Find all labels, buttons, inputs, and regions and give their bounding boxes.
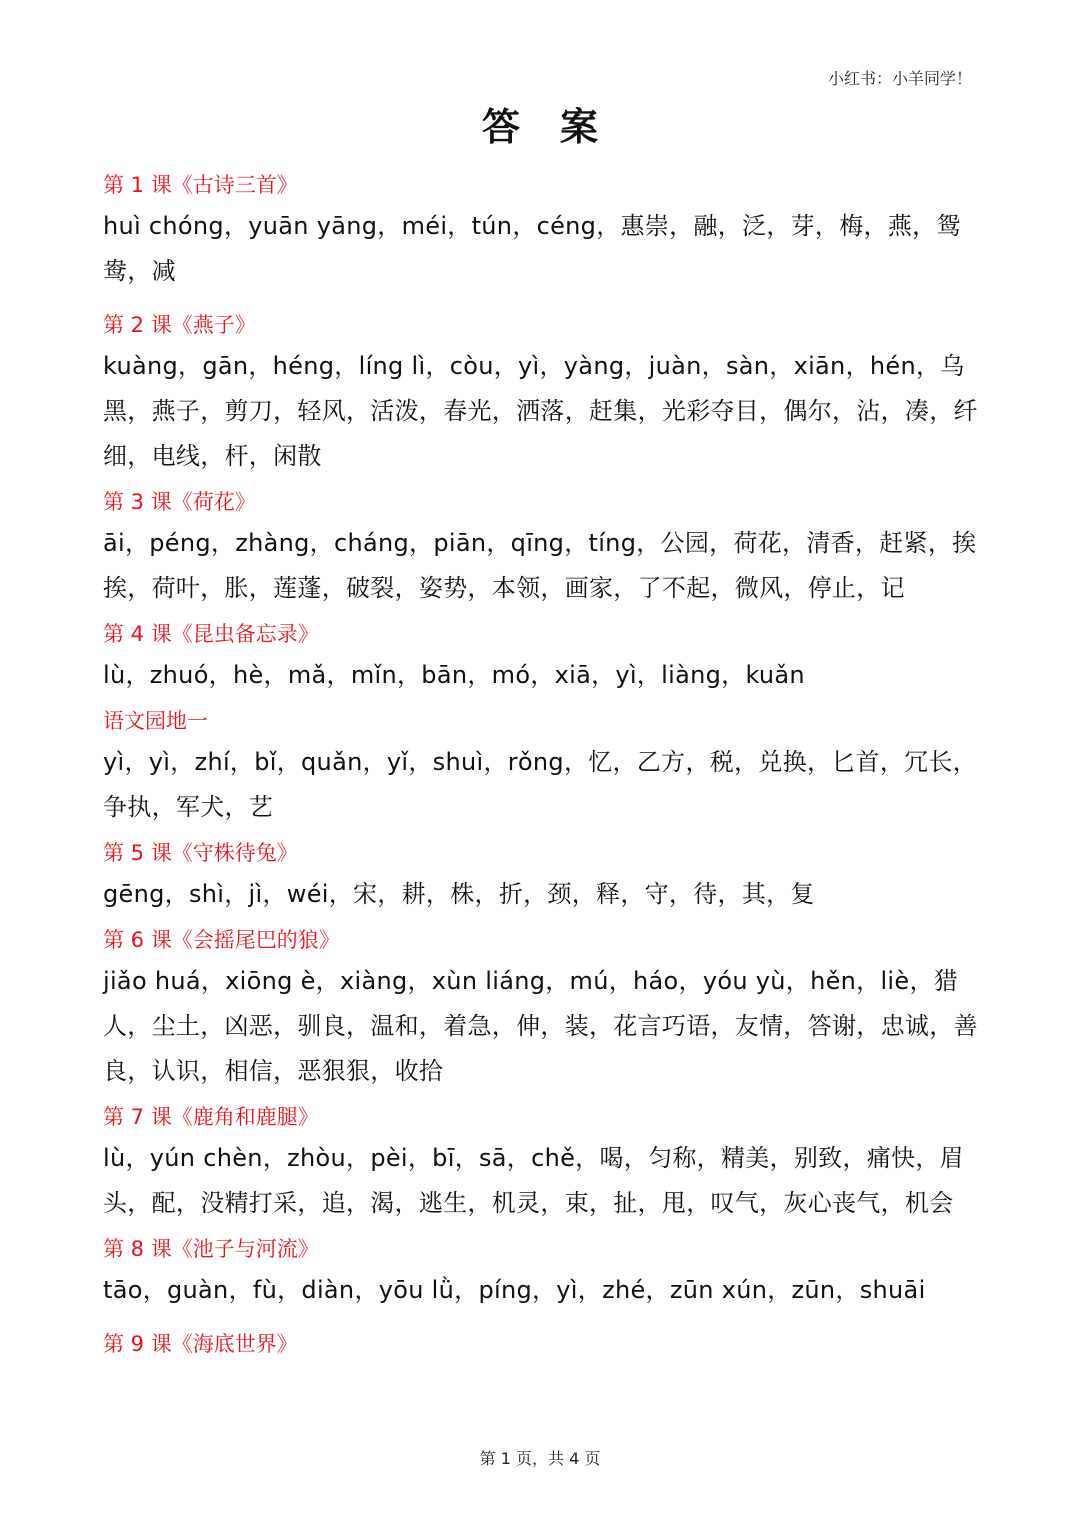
- section-lesson-9: [103, 1325, 983, 1363]
- section-lesson-6: [103, 921, 983, 1094]
- section-heading: 第 2 课《燕子》: [103, 313, 256, 337]
- section-heading: 第 4 课《昆虫备忘录》: [103, 622, 319, 646]
- section-heading: 第 9 课《海底世界》: [103, 1332, 298, 1356]
- section-garden-1: [103, 702, 983, 830]
- section-heading: 第 6 课《会摇尾巴的狼》: [103, 928, 340, 952]
- section-heading: 第 5 课《守株待兔》: [103, 841, 298, 865]
- section-lesson-4: [103, 615, 983, 698]
- section-answers: kuàng，gān，héng，líng lì，còu，yì，yàng，juàn，sàn，xiān，hén，乌黑，燕子，剪刀，轻风，活泼，春光，洒落，赶集，光彩夺目，偶尔，沾，凑，纤细，电线，杆，闲散: [103, 352, 978, 470]
- section-answers: huì chóng，yuān yāng，méi，tún，céng，惠崇，融，泛，芽，梅，燕，鸳鸯，减: [103, 212, 961, 285]
- section-heading: 第 3 课《荷花》: [103, 490, 256, 514]
- section-lesson-8: [103, 1230, 983, 1313]
- section-answers: āi，péng，zhàng，cháng，piān，qīng，tíng，公园，荷花，清香，赶紧，挨挨，荷叶，胀，莲蓬，破裂，姿势，本领，画家，了不起，微风，停止，记: [103, 529, 977, 602]
- section-heading: 第 8 课《池子与河流》: [103, 1237, 319, 1261]
- section-heading: 第 1 课《古诗三首》: [103, 173, 298, 197]
- section-answers: lù，yún chèn，zhòu，pèi，bī，sā，chě，喝，匀称，精美，别致，痛快，眉头，配，没精打采，追，渴，逃生，机灵，束，扯，甩，叹气，灰心丧气，机会: [103, 1144, 964, 1217]
- section-answers: jiǎo huá，xiōng è，xiàng，xùn liáng，mú，háo，yóu yù，hěn，liè，猎人，尘土，凶恶，驯良，温和，着急，伸，装，花言巧语，友情，答谢，忠诚，善良，认识，相信，恶狠狠，收拾: [103, 967, 978, 1085]
- section-heading: 第 7 课《鹿角和鹿腿》: [103, 1105, 319, 1129]
- section-answers: tāo，guàn，fù，diàn，yōu lǜ，píng，yì，zhé，zūn xún，zūn，shuāi: [103, 1276, 926, 1304]
- page-footer: 第 1 页，共 4 页: [479, 1449, 601, 1468]
- section-answers: gēng，shì，jì，wéi，宋，耕，株，折，颈，释，守，待，其，复: [103, 880, 815, 908]
- answer-list: [103, 166, 983, 1363]
- section-lesson-5: [103, 834, 983, 917]
- page-title: 答案: [481, 105, 638, 149]
- section-heading: 语文园地一: [103, 709, 208, 733]
- section-lesson-1: [103, 166, 983, 294]
- section-answers: lù，zhuó，hè，mǎ，mǐn，bān，mó，xiā，yì，liàng，kuǎn: [103, 661, 805, 689]
- section-lesson-7: [103, 1098, 983, 1226]
- header-note: 小红书：小羊同学！: [827, 69, 972, 88]
- section-answers: yì，yì，zhí，bǐ，quǎn，yǐ，shuì，rǒng，忆，乙方，税，兑换，匕首，冗长，争执，军犬，艺: [103, 748, 978, 821]
- section-lesson-2: [103, 306, 983, 479]
- section-lesson-3: [103, 483, 983, 611]
